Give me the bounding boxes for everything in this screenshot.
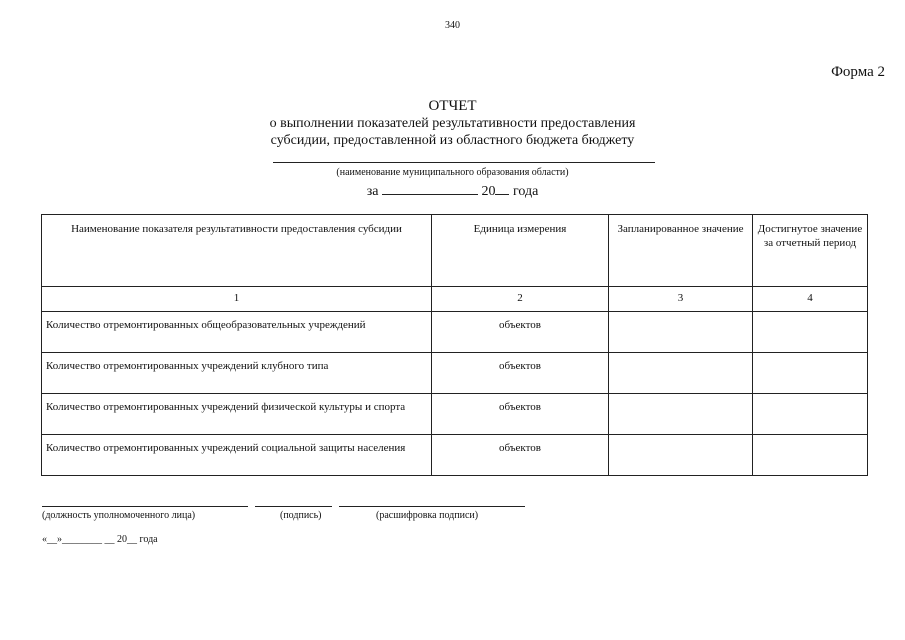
header-unit: Единица измерения (432, 215, 609, 287)
period-year-prefix: 20 (481, 184, 496, 199)
report-title: ОТЧЕТ (428, 98, 477, 114)
reporting-period (0, 182, 905, 200)
column-number: 4 (753, 287, 868, 312)
year-blank (495, 182, 509, 195)
period-prefix: за (366, 184, 379, 199)
column-number-row (42, 287, 868, 312)
form-label: Форма 2 (831, 64, 885, 80)
achieved-cell[interactable] (753, 394, 868, 435)
municipality-caption: (наименование муниципального образования области) (336, 167, 569, 178)
planned-cell[interactable] (609, 312, 753, 353)
header-indicator-name: Наименование показателя результативности предоставления субсидии (42, 215, 432, 287)
column-number: 2 (432, 287, 609, 312)
unit-cell: объектов (432, 394, 609, 435)
report-subtitle-line1: о выполнении показателей результативности предоставления (269, 116, 636, 131)
indicator-name: Количество отремонтированных учреждений физической культуры и спорта (42, 394, 432, 435)
table-row (42, 435, 868, 476)
decoding-fill-line (339, 506, 525, 507)
position-fill-line (42, 506, 248, 507)
table-row (42, 312, 868, 353)
column-number: 1 (42, 287, 432, 312)
achieved-cell[interactable] (753, 312, 868, 353)
achieved-cell[interactable] (753, 435, 868, 476)
planned-cell[interactable] (609, 435, 753, 476)
indicator-name: Количество отремонтированных учреждений клубного типа (42, 353, 432, 394)
unit-cell: объектов (432, 353, 609, 394)
table-row (42, 353, 868, 394)
period-suffix: года (512, 184, 539, 199)
column-number: 3 (609, 287, 753, 312)
planned-cell[interactable] (609, 353, 753, 394)
indicators-table (41, 214, 868, 476)
period-blank (382, 182, 478, 195)
position-caption: (должность уполномоченного лица) (42, 510, 196, 521)
indicator-name: Количество отремонтированных общеобразовательных учреждений (42, 312, 432, 353)
header-planned: Запланированное значение (609, 215, 753, 287)
indicator-name: Количество отремонтированных учреждений социальной защиты населения (42, 435, 432, 476)
date-line: «__»________ __ 20__ года (42, 534, 158, 545)
decoding-caption: (расшифровка подписи) (376, 510, 479, 521)
achieved-cell[interactable] (753, 353, 868, 394)
report-subtitle-line2: субсидии, предоставленной из областного бюджета бюджету (270, 133, 635, 148)
signature-fill-line (255, 506, 332, 507)
unit-cell: объектов (432, 312, 609, 353)
unit-cell: объектов (432, 435, 609, 476)
planned-cell[interactable] (609, 394, 753, 435)
signature-caption: (подпись) (280, 510, 322, 521)
table-row (42, 394, 868, 435)
municipality-fill-line (273, 162, 655, 163)
header-achieved: Достигнутое значение за отчетный период (753, 215, 868, 287)
page-number: 340 (445, 20, 460, 31)
table-header-row (42, 215, 868, 287)
